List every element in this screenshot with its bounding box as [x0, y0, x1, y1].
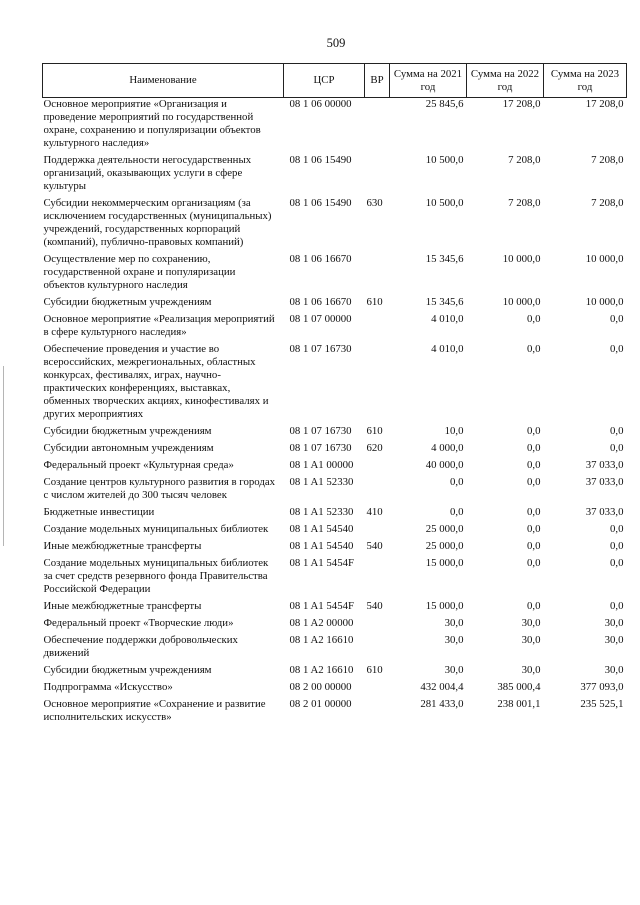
cell-sum-2021: 30,0 [444, 664, 464, 676]
cell-vr: 540 [366, 600, 383, 612]
cell-sum-2022: 385 000,4 [497, 681, 541, 693]
table-row [43, 540, 627, 557]
cell-sum-2023: 7 208,0 [591, 154, 624, 166]
table-row [43, 253, 627, 296]
cell-name: Создание модельных муниципальных библиотек за счет средств резервного фонда Правительства Российской Федерации [43, 557, 269, 595]
cell-name: Создание центров культурного развития в городах с числом жителей до 300 тысяч человек [43, 476, 276, 501]
cell-vr [365, 313, 390, 343]
cell-vr [365, 343, 390, 425]
cell-sum-2021: 30,0 [444, 617, 464, 629]
cell-vr [365, 476, 390, 506]
header-sum-2021: Сумма на 2021 год [390, 64, 467, 98]
cell-csr: 08 1 07 16730 [289, 343, 352, 355]
cell-sum-2021: 25 845,6 [425, 98, 464, 110]
table-row [43, 154, 627, 197]
cell-sum-2023: 7 208,0 [591, 197, 624, 209]
cell-csr: 08 1 06 15490 [289, 154, 352, 166]
cell-sum-2021: 15 000,0 [425, 600, 464, 612]
table-row [43, 557, 627, 600]
cell-sum-2022: 30,0 [521, 634, 541, 646]
cell-sum-2022: 238 001,1 [497, 698, 541, 710]
header-vr: ВР [365, 64, 390, 98]
cell-csr: 08 1 07 00000 [289, 313, 352, 325]
cell-csr: 08 1 A1 54540 [289, 523, 354, 535]
cell-csr: 08 1 A1 54540 [289, 540, 354, 552]
table-row [43, 313, 627, 343]
cell-sum-2021: 15 345,6 [425, 296, 464, 308]
cell-vr [365, 98, 390, 155]
cell-vr [365, 557, 390, 600]
cell-sum-2021: 10 500,0 [425, 197, 464, 209]
cell-sum-2023: 0,0 [610, 343, 624, 355]
table-row [43, 681, 627, 698]
cell-sum-2021: 4 000,0 [431, 442, 464, 454]
header-sum-2023: Сумма на 2023 год [544, 64, 627, 98]
cell-name: Обеспечение проведения и участие во всероссийских, межрегиональных, областных конкурсах, фестивалях, играх, научно-практических конференциях, выставках, обменных творческих акциях, кинофестивалях и других мероприятиях [43, 343, 269, 420]
cell-name: Субсидии бюджетным учреждениям [43, 664, 212, 676]
cell-sum-2022: 0,0 [527, 600, 541, 612]
cell-sum-2023: 377 093,0 [580, 681, 624, 693]
cell-name: Субсидии некоммерческим организациям (за исключением государственных (муниципальных) учреждений, государственных корпораций (компаний), публично-правовых компаний) [43, 197, 272, 248]
cell-name: Иные межбюджетные трансферты [43, 600, 202, 612]
cell-sum-2021: 15 345,6 [425, 253, 464, 265]
cell-vr: 610 [366, 296, 383, 308]
cell-sum-2021: 0,0 [450, 476, 464, 488]
cell-sum-2022: 10 000,0 [502, 296, 541, 308]
cell-sum-2022: 0,0 [527, 425, 541, 437]
cell-sum-2022: 0,0 [527, 540, 541, 552]
cell-sum-2023: 0,0 [610, 557, 624, 569]
cell-vr [365, 459, 390, 476]
cell-sum-2022: 0,0 [527, 523, 541, 535]
cell-name: Субсидии бюджетным учреждениям [43, 296, 212, 308]
cell-vr [365, 154, 390, 197]
cell-sum-2022: 0,0 [527, 442, 541, 454]
cell-sum-2021: 432 004,4 [420, 681, 464, 693]
cell-csr: 08 1 A2 16610 [289, 634, 354, 646]
cell-sum-2023: 30,0 [604, 634, 624, 646]
cell-vr [365, 617, 390, 634]
table-header [43, 64, 627, 98]
table-row [43, 442, 627, 459]
header-csr: ЦСР [284, 64, 365, 98]
cell-vr [365, 634, 390, 664]
cell-name: Федеральный проект «Творческие люди» [43, 617, 234, 629]
cell-sum-2022: 7 208,0 [508, 154, 541, 166]
cell-sum-2021: 0,0 [450, 506, 464, 518]
cell-sum-2021: 4 010,0 [431, 343, 464, 355]
cell-sum-2023: 0,0 [610, 540, 624, 552]
cell-name: Федеральный проект «Культурная среда» [43, 459, 234, 471]
table-row [43, 506, 627, 523]
cell-name: Обеспечение поддержки добровольческих движений [43, 634, 238, 659]
scan-edge-mark [3, 366, 4, 546]
cell-vr: 540 [366, 540, 383, 552]
cell-sum-2022: 0,0 [527, 343, 541, 355]
cell-sum-2023: 37 033,0 [585, 476, 624, 488]
cell-name: Иные межбюджетные трансферты [43, 540, 202, 552]
cell-sum-2023: 10 000,0 [585, 253, 624, 265]
cell-name: Создание модельных муниципальных библиотек [43, 523, 269, 535]
table-row [43, 523, 627, 540]
table-row [43, 664, 627, 681]
header-sum-2022: Сумма на 2022 год [467, 64, 544, 98]
cell-csr: 08 1 07 16730 [289, 425, 352, 437]
cell-sum-2023: 0,0 [610, 523, 624, 535]
table-row [43, 296, 627, 313]
cell-name: Субсидии автономным учреждениям [43, 442, 214, 454]
cell-sum-2023: 37 033,0 [585, 506, 624, 518]
table-row [43, 197, 627, 253]
cell-name: Бюджетные инвестиции [43, 506, 155, 518]
cell-csr: 08 1 A1 5454F [289, 557, 354, 569]
cell-sum-2021: 40 000,0 [425, 459, 464, 471]
cell-vr [365, 253, 390, 296]
cell-csr: 08 1 06 16670 [289, 296, 352, 308]
cell-vr: 630 [366, 197, 383, 209]
cell-sum-2023: 0,0 [610, 425, 624, 437]
table-row [43, 634, 627, 664]
cell-sum-2022: 10 000,0 [502, 253, 541, 265]
cell-sum-2022: 0,0 [527, 557, 541, 569]
cell-sum-2021: 10,0 [444, 425, 464, 437]
table-row [43, 459, 627, 476]
budget-table [42, 63, 627, 728]
cell-name: Основное мероприятие «Реализация мероприятий в сфере культурного наследия» [43, 313, 275, 338]
table-row [43, 343, 627, 425]
cell-sum-2023: 30,0 [604, 664, 624, 676]
cell-csr: 08 2 00 00000 [289, 681, 352, 693]
cell-sum-2023: 17 208,0 [585, 98, 624, 110]
cell-name: Поддержка деятельности негосударственных организаций, оказывающих услуги в сфере культуры [43, 154, 252, 192]
cell-sum-2023: 0,0 [610, 600, 624, 612]
cell-sum-2022: 0,0 [527, 506, 541, 518]
page-number: 509 [326, 36, 346, 50]
cell-sum-2021: 25 000,0 [425, 540, 464, 552]
cell-vr: 610 [366, 425, 383, 437]
cell-sum-2021: 10 500,0 [425, 154, 464, 166]
cell-sum-2023: 10 000,0 [585, 296, 624, 308]
cell-csr: 08 1 A2 00000 [289, 617, 354, 629]
cell-sum-2023: 37 033,0 [585, 459, 624, 471]
cell-vr [365, 698, 390, 728]
cell-name: Осуществление мер по сохранению, государственной охране и популяризации объектов культурного наследия [43, 253, 236, 291]
cell-vr [365, 523, 390, 540]
cell-csr: 08 1 06 15490 [289, 197, 352, 209]
table-row [43, 698, 627, 728]
cell-sum-2022: 30,0 [521, 617, 541, 629]
cell-sum-2023: 235 525,1 [580, 698, 624, 710]
cell-csr: 08 1 A1 00000 [289, 459, 354, 471]
cell-sum-2022: 17 208,0 [502, 98, 541, 110]
table-row [43, 617, 627, 634]
cell-name: Субсидии бюджетным учреждениям [43, 425, 212, 437]
table-body [43, 98, 627, 729]
cell-csr: 08 1 07 16730 [289, 442, 352, 454]
cell-sum-2023: 0,0 [610, 313, 624, 325]
cell-csr: 08 1 06 00000 [289, 98, 352, 110]
cell-sum-2022: 0,0 [527, 459, 541, 471]
cell-csr: 08 1 A1 5454F [289, 600, 354, 612]
cell-sum-2022: 30,0 [521, 664, 541, 676]
cell-name: Основное мероприятие «Сохранение и развитие исполнительских искусств» [43, 698, 266, 723]
cell-sum-2022: 0,0 [527, 313, 541, 325]
cell-sum-2021: 30,0 [444, 634, 464, 646]
cell-sum-2021: 25 000,0 [425, 523, 464, 535]
cell-sum-2021: 4 010,0 [431, 313, 464, 325]
cell-csr: 08 2 01 00000 [289, 698, 352, 710]
header-name: Наименование [43, 64, 284, 98]
cell-vr: 620 [366, 442, 383, 454]
cell-name: Основное мероприятие «Организация и проведение мероприятий по государственной охране, сохранению и популяризации объектов культурного наследия» [43, 98, 261, 149]
table-row [43, 425, 627, 442]
cell-sum-2022: 7 208,0 [508, 197, 541, 209]
cell-name: Подпрограмма «Искусство» [43, 681, 173, 693]
cell-sum-2023: 0,0 [610, 442, 624, 454]
table-row [43, 600, 627, 617]
cell-vr [365, 681, 390, 698]
cell-vr: 610 [366, 664, 383, 676]
cell-sum-2022: 0,0 [527, 476, 541, 488]
cell-csr: 08 1 A1 52330 [289, 506, 354, 518]
cell-sum-2021: 281 433,0 [420, 698, 464, 710]
table-row [43, 476, 627, 506]
table-row [43, 98, 627, 155]
cell-sum-2021: 15 000,0 [425, 557, 464, 569]
cell-csr: 08 1 06 16670 [289, 253, 352, 265]
cell-sum-2023: 30,0 [604, 617, 624, 629]
cell-vr: 410 [366, 506, 383, 518]
cell-csr: 08 1 A1 52330 [289, 476, 354, 488]
cell-csr: 08 1 A2 16610 [289, 664, 354, 676]
